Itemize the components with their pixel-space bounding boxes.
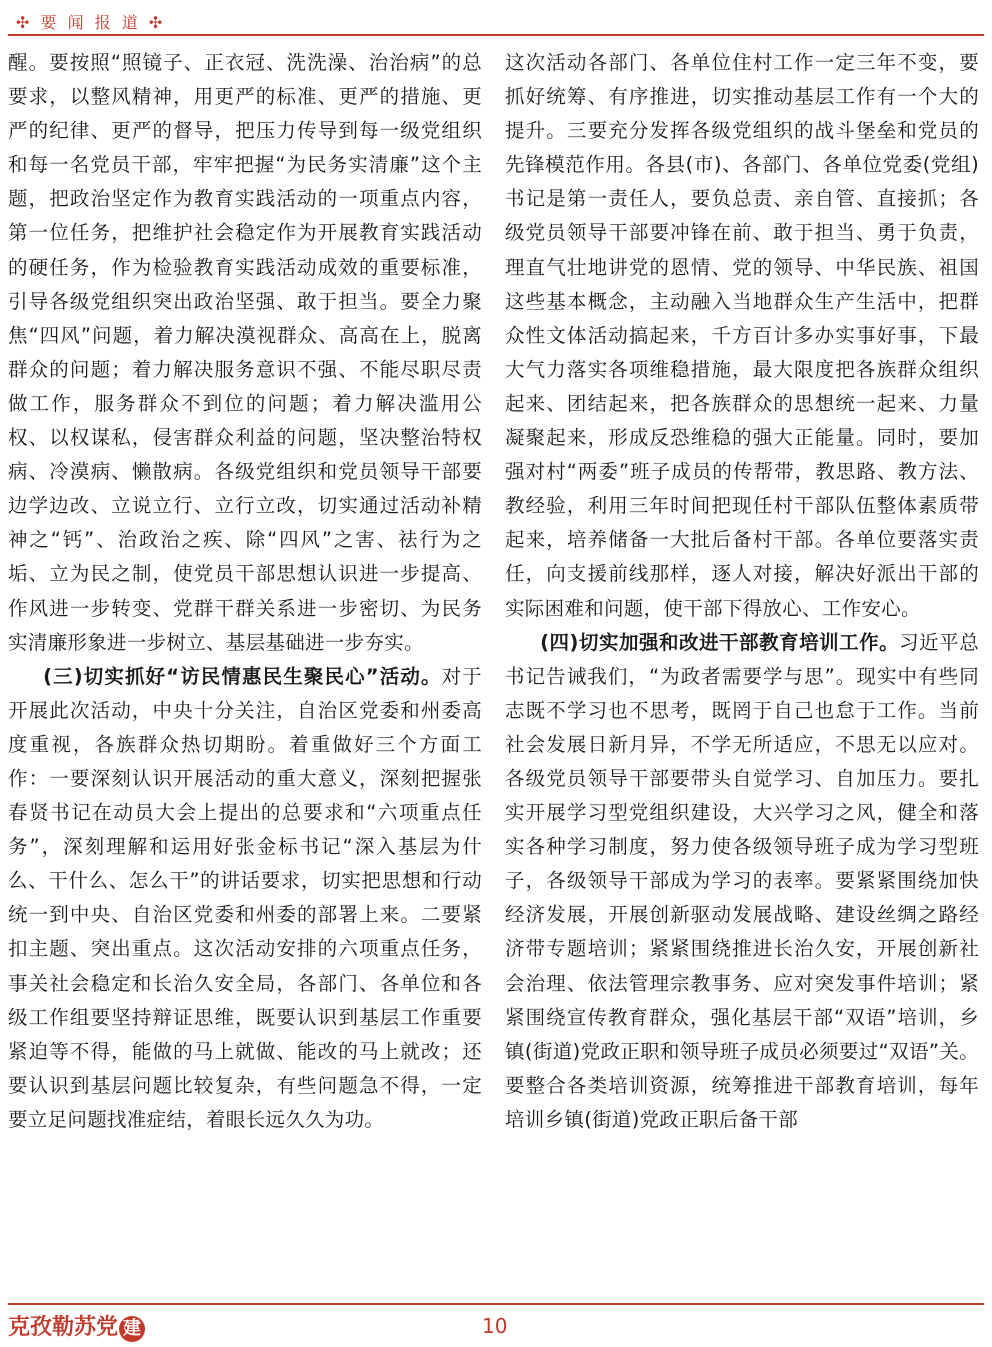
right-paragraph-continued: 这次活动各部门、各单位住村工作一定三年不变，要抓好统筹、有序推进，切实推动基层工作有一个大的提升。三要充分发挥各级党组织的战斗堡垒和党员的先锋模范作用。各县(市)、各部门、各单位党委(党组)书记是第一责任人，要负总责、亲自管、直接抓；各级党员领导干部要冲锋在前、敢于担当、勇于负责，理直气壮地讲党的恩情、党的领导、中华民族、祖国这些基本概念，主动融入当地群众生产生活中，把群众性文体活动搞起来，千方百计多办实事好事，下最大气力落实各项维稳措施，最大限度把各族群众组织起来、团结起来，把各族群众的思想统一起来、力量凝聚起来，形成反恐维稳的强大正能量。同时，要加强对村“两委”班子成员的传帮带，教思路、教方法、教经验，利用三年时间把现任村干部队伍整体素质带起来，培养储备一大批后备村干部。各单位要落实责任，向支援前线那样，逐人对接，解决好派出干部的实际困难和问题，使干部下得放心、工作安心。 bbox=[505, 51, 979, 620]
section-3-body: 对于开展此次活动，中央十分关注，自治区党委和州委高度重视，各族群众热切期盼。着重做好三个方面工作：一要深刻认识开展活动的重大意义，深刻把握张春贤书记在动员大会上提出的总要求和“六项重点任务”，深刻理解和运用好张金标书记“深入基层为什么、干什么、怎么干”的讲话要求，切实把思想和行动统一到中央、自治区党委和州委的部署上来。二要紧扣主题、突出重点。这次活动安排的六项重点任务，事关社会稳定和长治久安全局，各部门、各单位和各级工作组要坚持辩证思维，既要认识到基层工作重要紧迫等不得，能做的马上就做、能改的马上就改；还要认识到基层问题比较复杂，有些问题急不得，一定要立足问题找准症结，着眼长远久久为功。 bbox=[8, 664, 482, 1131]
section-3-paragraph bbox=[8, 660, 482, 1137]
right-column bbox=[505, 46, 979, 1137]
page-header bbox=[8, 4, 984, 34]
left-paragraph-continued: 醒。要按照“照镜子、正衣冠、洗洗澡、治治病”的总要求，以整风精神，用更严的标准、更严的措施、更严的纪律、更严的督导，把压力传导到每一级党组织和每一名党员干部，牢牢把握“为民务实清廉”这个主题，把政治坚定作为教育实践活动的一项重点内容，第一位任务，把维护社会稳定作为开展教育实践活动的硬任务，作为检验教育实践活动成效的重要标准，引导各级党组织突出政治坚强、敢于担当。要全力聚焦“四风”问题，着力解决漠视群众、高高在上，脱离群众的问题；着力解决服务意识不强、不能尽职尽责做工作，服务群众不到位的问题；着力解决滥用公权、以权谋私，侵害群众利益的问题，坚决整治特权病、冷漠病、懒散病。各级党组织和党员领导干部要边学边改、立说立行、立行立改，切实通过活动补精神之“钙”、治政治之疾、除“四风”之害、祛行为之垢、立为民之制，使党员干部思想认识进一步提高、作风进一步转变、党群干群关系进一步密切、为民务实清廉形象进一步树立、基层基础进一步夯实。 bbox=[8, 51, 482, 654]
section-4-body: 习近平总书记告诫我们，“为政者需要学与思”。现实中有些同志既不学习也不思考，既罔于自己也怠于工作。当前社会发展日新月异，不学无所适应，不思无以应对。各级党员领导干部要带头自觉学习、自加压力。要扎实开展学习型党组织建设，大兴学习之风，健全和落实各种学习制度，努力使各级领导班子成为学习型班子，各级领导干部成为学习的表率。要紧紧围绕加快经济发展，开展创新驱动发展战略、建设丝绸之路经济带专题培训；紧紧围绕推进长治久安，开展创新社会治理、依法管理宗教事务、应对突发事件培训；紧紧围绕宣传教育群众，强化基层干部“双语”培训，乡镇(街道)党政正职和领导班子成员必须要过“双语”关。要整合各类培训资源，统筹推进干部教育培训，每年培训乡镇(街道)党政正职后备干部 bbox=[505, 630, 979, 1131]
logo-text: 克孜勒苏党 bbox=[8, 1314, 119, 1340]
section-header-title: ✣ 要 闻 报 道 ✣ bbox=[16, 13, 166, 32]
logo-seal: 建 bbox=[119, 1316, 145, 1342]
section-4-paragraph bbox=[505, 626, 979, 1137]
footer-divider bbox=[8, 1303, 984, 1305]
page-number: 10 bbox=[482, 1314, 508, 1338]
section-4-title: (四)切实加强和改进干部教育培训工作。 bbox=[540, 630, 900, 654]
left-column bbox=[8, 46, 482, 1137]
section-3-title: (三)切实抓好“访民情惠民生聚民心”活动。 bbox=[43, 664, 442, 688]
magazine-logo bbox=[8, 1310, 145, 1342]
header-divider bbox=[8, 34, 984, 36]
